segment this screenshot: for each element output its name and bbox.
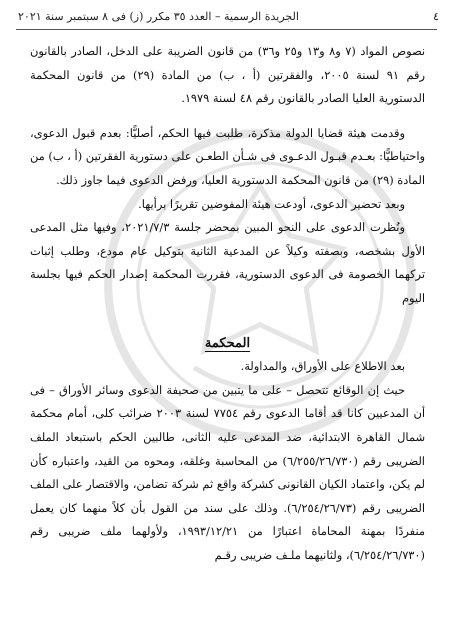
paragraph-5: بعد الاطلاع على الأوراق، والمداولة. (240, 359, 405, 374)
paragraph-4: ونُظرت الدعوى على النحو المبين بمحضر جلسة ٢٠٢١/٧/٣، وفيها مثل المدعى الأول بشخصه، وبصفته وكيلاً عن المدعية الثانية بتوكيل عام مودع، وطلب إثبات تركهما الخصومة فى الدعوى الدستورية، فقررت المحكمة إصدار الحكم فيها بجلسة اليوم (30, 220, 425, 305)
paragraph-3: وبعد تحضير الدعوى، أودعت هيئة المفوضين تقريرًا برأيها. (138, 196, 405, 211)
page-header (18, 6, 439, 26)
section-title: المحكمة (204, 335, 251, 351)
document-body (30, 40, 425, 567)
page-number: ٤ (433, 9, 439, 23)
paragraph-1: نصوص المواد (٧ و٨ و١٣ و٢٥ و٣٦) من قانون الضريبة على الدخل، الصادر بالقانون رقم ٩١ لسنة ٢٠٠٥، والفقرتين (أ ، ب) من المادة (٢٩) من قانون المحكمة الدستورية العليا الصادر بالقانون رقم ٤٨ لسنة ١٩٧٩. (30, 44, 426, 106)
paragraph-6: حيث إن الوقائع تتحصل – على ما يتبين من صحيفة الدعوى وسائر الأوراق – فى أن المدعيين كانا قد أقاما الدعوى رقم ٧٧٥٤ لسنة ٢٠٠٣ ضرائب كلى، أمام محكمة شمال القاهرة الابتدائية، ضد المدعى عليه الثانى، طالبين الحكم باستبعاد الملف الضريبى رقم (٦/٢٥٥/٢٦/٧٣٠) من المحاسبة وغلقه، ومحوه من القيد، واعتباره كأن لم يكن، واعتماد الكيان القانونى كشركة واقع ثم شركة تضامن، والاقتصار على الملف الضريبى رقم (٦/٢٥٤/٢٦/٧٣). وذلك على سند من القول بأن كلاً منهما كان يعمل منفردًا بمهنة المحاماة اعتبارًا من ١٩٩٣/١٢/٢١، ولأولهما ملف ضريبى رقم (٦/٢٥٤/٢٦/٧٣٠)، ولثانيهما ملـف ضريبى رقـم (30, 382, 425, 562)
paragraph-2: وقدمت هيئة قضايا الدولة مذكرة، طلبت فيها الحكم، أصليًّا: بعدم قبول الدعوى، واحتياطيًّا: بعـدم قبـول الدعـوى فى شـأن الطعـن على دستورية الفقرتين (أ ، ب) من المادة (٢٩) من قانون المحكمة الدستورية العليا، ورفض الدعوى فيما جاوز ذلك. (30, 125, 425, 187)
header-divider (16, 29, 437, 30)
gazette-header-title: الجريدة الرسمية – العدد ٣٥ مكرر (ز) فى ٨ سبتمبر سنة ٢٠٢١ (18, 9, 299, 23)
